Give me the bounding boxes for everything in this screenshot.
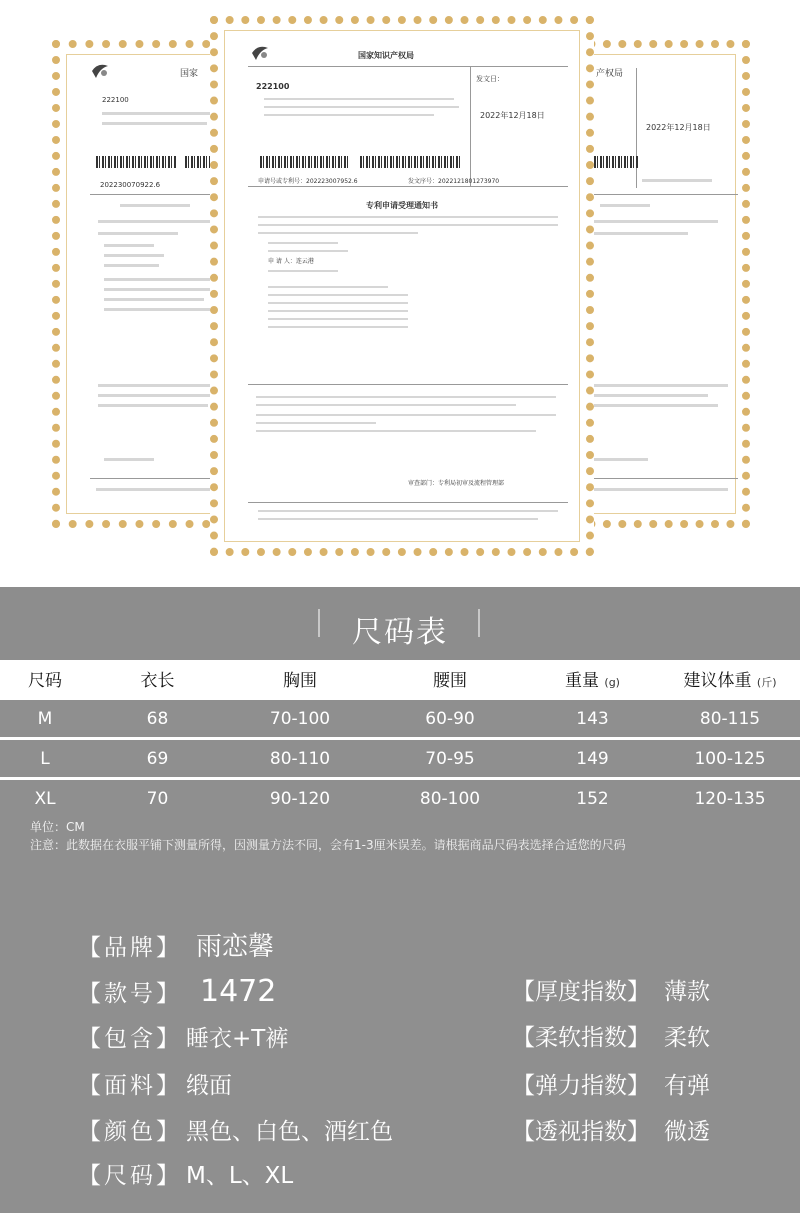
- certificate-section: [0, 0, 800, 587]
- application-number: 202230070922.6: [100, 181, 161, 189]
- examination-department: 审查部门：专利局初审及流程管理部: [408, 480, 505, 487]
- softness-attribute: 【柔软指数】 柔软: [512, 1025, 710, 1051]
- postcode: 222100: [102, 96, 129, 104]
- transparency-attribute: 【透视指数】 微透: [512, 1119, 710, 1145]
- column-header: 建议体重 (斤): [660, 660, 800, 699]
- issue-date-label: 发文日：: [476, 75, 504, 83]
- table-cell: 120-135: [660, 779, 800, 818]
- table-cell: 100-125: [660, 739, 800, 779]
- table-cell: 68: [90, 699, 225, 739]
- size-chart-title: 尺码表: [352, 615, 448, 650]
- column-header: 腰围: [375, 660, 525, 699]
- barcode: [96, 156, 176, 168]
- table-row: [0, 779, 800, 818]
- column-header: 衣长: [90, 660, 225, 699]
- size-attribute: 【尺码】 M、L、XL: [78, 1163, 294, 1189]
- patent-office-logo-icon: [250, 44, 272, 62]
- table-cell: XL: [0, 779, 90, 818]
- filing-number: 发文序号：2022121801273970: [408, 178, 500, 185]
- table-row: [0, 739, 800, 779]
- agency-name: 国家知识产权局: [358, 51, 414, 60]
- patent-certificate-left: [52, 40, 227, 528]
- table-cell: 70: [90, 779, 225, 818]
- agency-name-partial: 国家: [180, 69, 199, 79]
- fabric-attribute: 【面料】 缎面: [78, 1073, 232, 1099]
- table-cell: L: [0, 739, 90, 779]
- size-chart-header: [0, 587, 800, 660]
- date-stamp: 2022年12月18日: [646, 123, 711, 132]
- barcode: [260, 156, 350, 168]
- brand-attribute: 【品牌】 雨恋馨: [78, 932, 275, 962]
- table-cell: 70-95: [375, 739, 525, 779]
- table-header-row: [0, 660, 800, 699]
- table-cell: 143: [525, 699, 660, 739]
- table-cell: 90-120: [225, 779, 375, 818]
- includes-attribute: 【包含】 睡衣+T裤: [78, 1026, 289, 1052]
- table-cell: 60-90: [375, 699, 525, 739]
- table-cell: 149: [525, 739, 660, 779]
- unit-note: 单位：CM: [30, 820, 85, 834]
- column-header: 重量 (g): [525, 660, 660, 699]
- column-header: 胸围: [225, 660, 375, 699]
- table-cell: 152: [525, 779, 660, 818]
- patent-certificate-right: [572, 40, 750, 528]
- color-attribute: 【颜色】 黑色、白色、酒红色: [78, 1119, 393, 1145]
- date-stamp: 2022年12月18日: [480, 111, 545, 120]
- patent-office-logo-icon: [90, 62, 112, 80]
- table-cell: 70-100: [225, 699, 375, 739]
- agency-name-partial: 产权局: [596, 69, 624, 79]
- size-chart-table: [0, 660, 800, 817]
- thickness-attribute: 【厚度指数】 薄款: [512, 979, 710, 1005]
- column-header: 尺码: [0, 660, 90, 699]
- postcode: 222100: [256, 82, 290, 91]
- size-notes: [30, 818, 770, 854]
- table-cell: 80-100: [375, 779, 525, 818]
- table-row: [0, 699, 800, 739]
- table-cell: 69: [90, 739, 225, 779]
- application-number: 申请号或专利号：202223007952.6: [258, 178, 358, 185]
- elasticity-attribute: 【弹力指数】 有弹: [512, 1073, 710, 1099]
- table-cell: 80-110: [225, 739, 375, 779]
- measurement-note: 注意：此数据在衣服平铺下测量所得，因测量方法不同，会有1-3厘米误差。请根据商品尺码表选择合适您的尺码: [30, 838, 626, 852]
- barcode: [360, 156, 460, 168]
- table-cell: M: [0, 699, 90, 739]
- patent-certificate-main: [210, 16, 594, 556]
- notice-title: 专利申请受理通知书: [366, 201, 438, 210]
- style-attribute: 【款号】 1472: [78, 974, 277, 1009]
- table-cell: 80-115: [660, 699, 800, 739]
- applicant: 申 请 人：连云港: [268, 258, 314, 265]
